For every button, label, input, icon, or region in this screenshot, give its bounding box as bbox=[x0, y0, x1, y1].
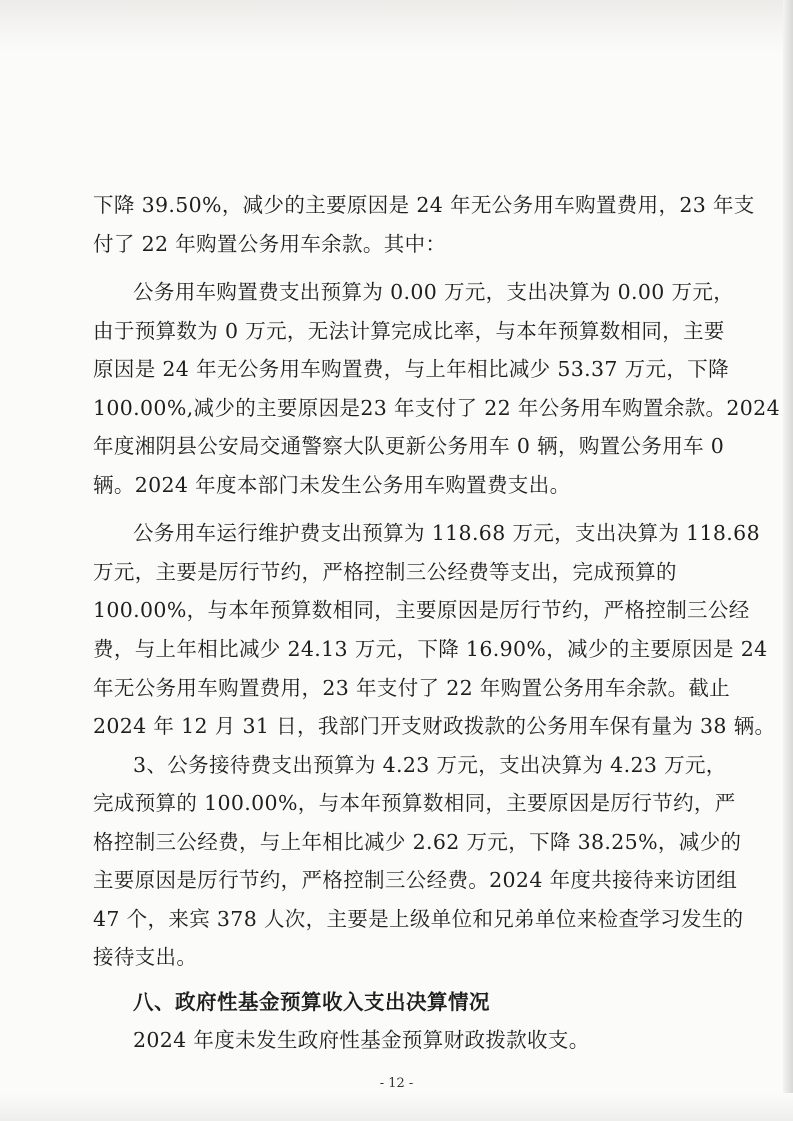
text-line: 2024 年度未发生政府性基金预算财政拨款收支。 bbox=[133, 1028, 590, 1053]
text-line: 接待支出。 bbox=[93, 945, 198, 970]
text-line: 47 个，来宾 378 人次，主要是上级单位和兄弟单位来检查学习发生的 bbox=[93, 906, 744, 931]
text-line: 100.00%，与本年预算数相同，主要原因是厉行节约，严格控制三公经 bbox=[93, 598, 750, 623]
text-line: 原因是 24 年无公务用车购置费，与上年相比减少 53.37 万元，下降 bbox=[93, 357, 729, 382]
text-line: 万元，主要是厉行节约，严格控制三公经费等支出，完成预算的 bbox=[93, 559, 677, 584]
text-line: 3、公务接待费支出预算为 4.23 万元，支出决算为 4.23 万元， bbox=[133, 752, 727, 777]
text-line: 年度湘阴县公安局交通警察大队更新公务用车 0 辆，购置公务用车 0 bbox=[93, 434, 725, 459]
text-line: 由于预算数为 0 万元，无法计算完成比率，与本年预算数相同，主要 bbox=[93, 318, 725, 343]
paragraph-reception-expenses bbox=[93, 746, 744, 977]
paragraph-vehicle-purchase bbox=[93, 273, 780, 504]
text-line: 公务用车运行维护费支出预算为 118.68 万元，支出决算为 118.68 bbox=[133, 521, 760, 546]
text-line: 辆。2024 年度本部门未发生公务用车购置费支出。 bbox=[93, 472, 571, 497]
text-line: 公务用车购置费支出预算为 0.00 万元，支出决算为 0.00 万元， bbox=[133, 280, 735, 305]
text-line: 年无公务用车购置费用，23 年支付了 22 年购置公务用车余款。截止 bbox=[93, 675, 731, 700]
text-line: 付了 22 年购置公务用车余款。其中： bbox=[93, 231, 447, 256]
text-line: 格控制三公经费，与上年相比减少 2.62 万元，下降 38.25%，减少的 bbox=[93, 829, 742, 854]
section-heading: 八、政府性基金预算收入支出决算情况 bbox=[133, 989, 490, 1014]
scan-shadow-top bbox=[0, 0, 793, 52]
scan-shadow-right bbox=[783, 0, 793, 1121]
paragraph-government-funds bbox=[93, 1021, 707, 1060]
text-line: 100.00%,减少的主要原因是23 年支付了 22 年公务用车购置余款。2024 bbox=[93, 395, 780, 420]
text-line: 主要原因是厉行节约，严格控制三公经费。2024 年度共接待来访团组 bbox=[93, 868, 738, 893]
scan-shadow-bottom bbox=[0, 1093, 793, 1121]
text-line: 下降 39.50%，减少的主要原因是 24 年无公务用车购置费用，23 年支 bbox=[93, 193, 755, 217]
text-line: 完成预算的 100.00%，与本年预算数相同，主要原因是厉行节约，严 bbox=[93, 791, 736, 816]
paragraph-continued-decline bbox=[93, 186, 755, 263]
page-number: - 12 - bbox=[379, 1076, 414, 1091]
paragraph-vehicle-maintenance bbox=[93, 514, 776, 745]
text-line: 2024 年 12 月 31 日，我部门开支财政拨款的公务用车保有量为 38 辆。 bbox=[93, 714, 776, 739]
document-body bbox=[93, 186, 780, 1060]
text-line: 费，与上年相比减少 24.13 万元，下降 16.90%，减少的主要原因是 24 bbox=[93, 637, 768, 662]
